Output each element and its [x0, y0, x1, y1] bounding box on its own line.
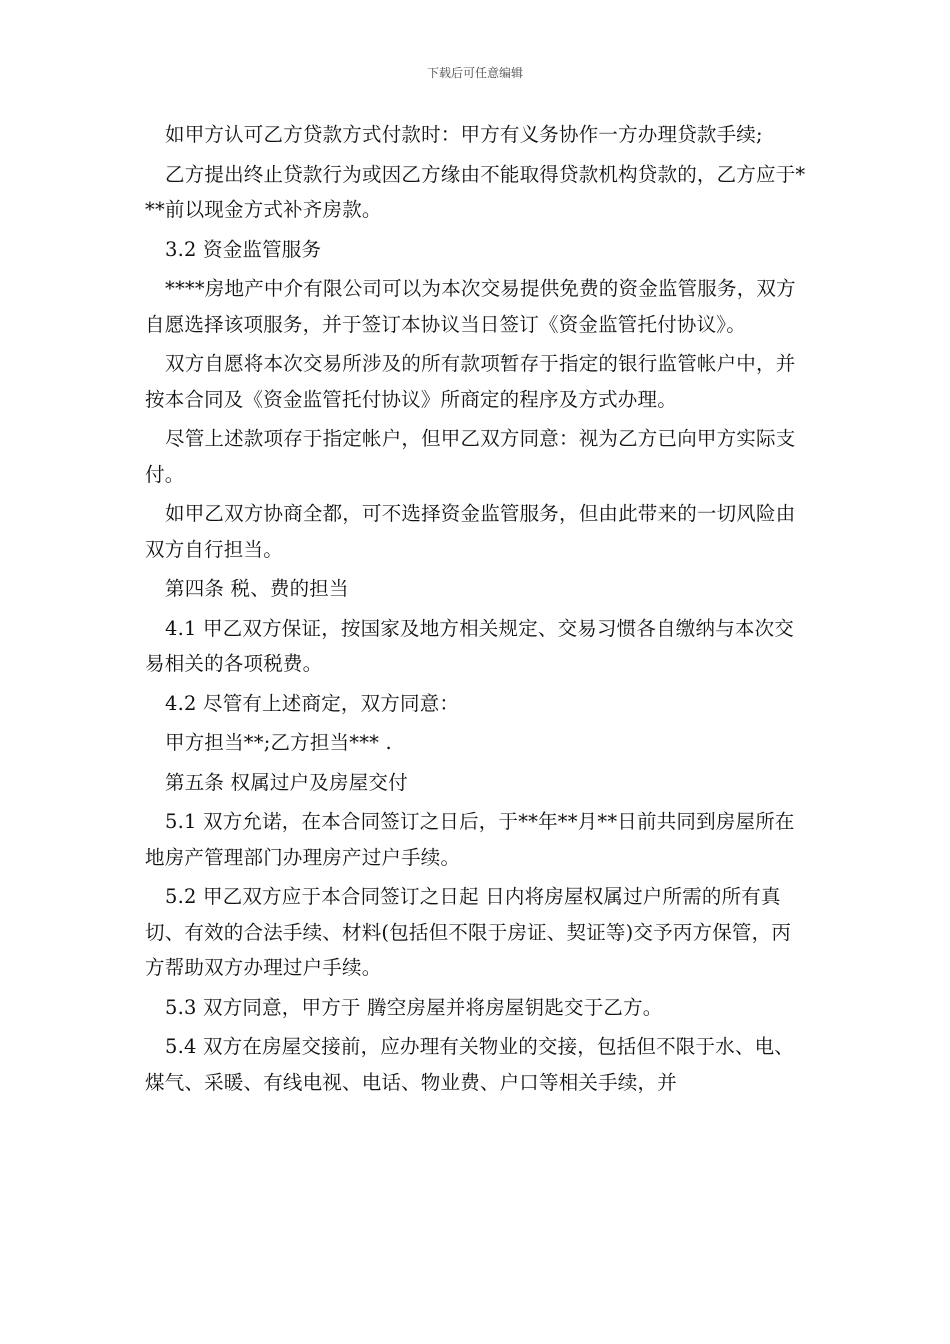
paragraph-loan-termination: 乙方提出终止贷款行为或因乙方缘由不能取得贷款机构贷款的，乙方应于***前以现金方式补齐房款。	[145, 162, 806, 221]
page-header: 下载后可任意编辑	[426, 66, 523, 80]
paragraph-escrow-service: ****房地产中介有限公司可以为本次交易提供免费的资金监管服务，双方自愿选择该项服务，并于签订本协议当日签订《资金监管托付协议》。	[145, 277, 796, 336]
article-heading-5: 第五条 权属过户及房屋交付	[165, 770, 408, 794]
paragraph-4-1: 4.1 甲乙双方保证，按国家及地方相关规定、交易习惯各自缴纳与本次交易相关的各项税费。	[145, 616, 795, 675]
paragraph-loan-payment: 如甲方认可乙方贷款方式付款时：甲方有义务协作一方办理贷款手续;	[165, 123, 763, 146]
paragraph-5-1: 5.1 双方允诺，在本合同签订之日后，于**年**月**日前共同到房屋所在地房产管理部门办理房产过户手续。	[145, 810, 795, 869]
paragraph-5-4: 5.4 双方在房屋交接前，应办理有关物业的交接，包括但不限于水、电、煤气、采暖、有线电视、电话、物业费、户口等相关手续，并	[145, 1035, 795, 1094]
paragraph-escrow-account: 双方自愿将本次交易所涉及的所有款项暂存于指定的银行监管帐户中，并按本合同及《资金监管托付协议》所商定的程序及方式办理。	[145, 352, 796, 411]
paragraph-payment-deemed: 尽管上述款项存于指定帐户，但甲乙双方同意：视为乙方已向甲方实际支付。	[145, 427, 796, 486]
paragraph-5-3: 5.3 双方同意，甲方于 腾空房屋并将房屋钥匙交于乙方。	[165, 995, 663, 1019]
paragraph-tax-split: 甲方担当**;乙方担当*** .	[165, 731, 392, 754]
document-body	[145, 117, 810, 1104]
section-heading-3-2: 3.2 资金监管服务	[165, 237, 322, 261]
paragraph-5-2: 5.2 甲乙双方应于本合同签订之日起 日内将房屋权属过户所需的所有真切、有效的合法手续、材料(包括但不限于房证、契证等)交予丙方保管，丙方帮助双方办理过户手续。	[145, 885, 792, 979]
paragraph-escrow-optional: 如甲乙双方协商全都，可不选择资金监管服务，但由此带来的一切风险由双方自行担当。	[145, 502, 796, 561]
article-heading-4: 第四条 税、费的担当	[165, 577, 349, 600]
paragraph-4-2: 4.2 尽管有上述商定，双方同意：	[165, 691, 460, 715]
